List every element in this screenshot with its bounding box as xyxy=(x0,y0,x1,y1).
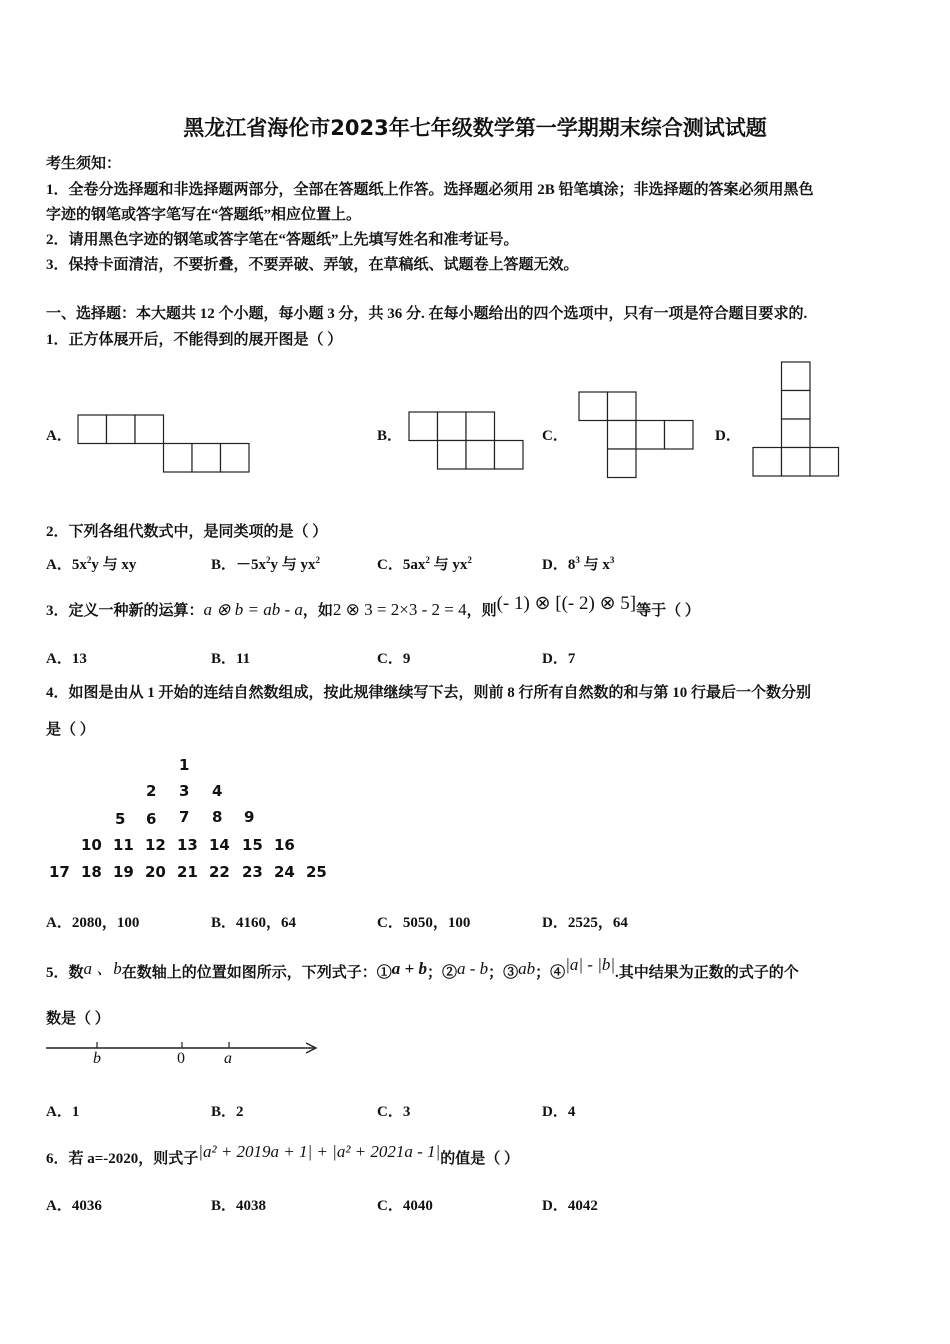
q3-stem: 3．定义一种新的运算：a ⊗ b = ab - a，如2 ⊗ 3 = 2×3 - 2 = 4，则(- 1) ⊗ [(- 2) ⊗ 5]等于（ ） xyxy=(46,593,700,619)
q3-option-b: B．11 xyxy=(211,651,251,667)
q2-option-c: C．$5ax^2$ 与 $yx^2$ xyxy=(377,555,472,573)
q1-net-c xyxy=(579,392,693,478)
q6-option-a: A．4036 xyxy=(46,1198,102,1214)
q6-stem: 6．若 a=-2020，则式子|a² + 2019a + 1| + |a² + 2021a - 1|的值是（ ） xyxy=(46,1142,519,1167)
triangle-number: 19 xyxy=(113,863,134,881)
q4-option-d: D．2525，64 xyxy=(542,915,628,931)
triangle-number: 9 xyxy=(244,808,255,826)
section-heading: 一、选择题：本大题共 12 个小题，每小题 3 分，共 36 分. 在每小题给出的四个选项中，只有一项是符合题目要求的. xyxy=(46,306,808,322)
q6-option-d: D．4042 xyxy=(542,1198,598,1214)
q5-expr-2: a - b xyxy=(456,959,489,978)
q6-option-c: C．4040 xyxy=(377,1198,433,1214)
triangle-number: 11 xyxy=(113,836,134,854)
q2-option-d: D．$8^3$ 与 $x^3$ xyxy=(542,555,615,573)
q5-expr-4: |a| - |b| xyxy=(565,955,616,974)
q1-stem: 1．正方体展开后，不能得到的展开图是（ ） xyxy=(46,332,343,348)
triangle-number: 1 xyxy=(179,756,190,774)
q3-definition: a ⊗ b = ab - a xyxy=(203,600,303,619)
q6-option-b: B．4038 xyxy=(211,1198,267,1214)
triangle-number: 24 xyxy=(274,863,295,881)
triangle-number: 14 xyxy=(209,836,230,854)
q5-option-a: A．1 xyxy=(46,1104,80,1120)
q5-option-d: D．4 xyxy=(542,1104,576,1120)
axis-label-b: b xyxy=(93,1050,101,1067)
q5-expr-1: a + b xyxy=(391,959,427,978)
triangle-number: 5 xyxy=(115,810,126,828)
triangle-number: 4 xyxy=(212,782,223,800)
q2-option-b: B．$-5x^2y$ 与 $yx^2$ xyxy=(211,555,321,573)
triangle-number: 16 xyxy=(274,836,295,854)
triangle-number: 7 xyxy=(179,808,190,826)
notice-line-1b: 字迹的钢笔或答字笔写在“答题纸”相应位置上。 xyxy=(46,207,362,223)
triangle-number: 13 xyxy=(177,836,198,854)
q3-example: 2 ⊗ 3 = 2×3 - 2 = 4 xyxy=(332,600,467,619)
q2-option-a: A．$5x^2y$ 与 xy xyxy=(46,555,137,573)
q1-net-d xyxy=(753,362,839,476)
q3-option-c: C．9 xyxy=(377,651,411,667)
q5-expr-3: ab xyxy=(518,959,536,978)
q5-option-b: B．2 xyxy=(211,1104,244,1120)
page-title: 黑龙江省海伦市2023年七年级数学第一学期期末综合测试试题 xyxy=(183,116,767,140)
triangle-number: 8 xyxy=(212,808,223,826)
q5-option-c: C．3 xyxy=(377,1104,411,1120)
q1-option-b-label: B． xyxy=(377,428,403,444)
notice-line-3: 3．保持卡面清洁，不要折叠，不要弄破、弄皱，在草稿纸、试题卷上答题无效。 xyxy=(46,257,579,273)
notice-line-1: 1．全卷分选择题和非选择题两部分，全部在答题纸上作答。选择题必须用 2B 铅笔填涂；非选择题的答案必须用黑色 xyxy=(46,182,814,198)
q2-stem: 2．下列各组代数式中，是同类项的是（ ） xyxy=(46,524,328,540)
triangle-number: 23 xyxy=(242,863,263,881)
axis-label-a: a xyxy=(224,1050,232,1067)
notice-line-2: 2．请用黑色字迹的钢笔或答字笔在“答题纸”上先填写姓名和准考证号。 xyxy=(46,232,519,248)
q5-vars: a 、b xyxy=(83,959,122,978)
triangle-number: 20 xyxy=(145,863,166,881)
q1-option-d-label: D． xyxy=(715,428,741,444)
q3-expression: (- 1) ⊗ [(- 2) ⊗ 5] xyxy=(496,593,637,614)
q5-stem-2: 数是（ ） xyxy=(46,1011,110,1027)
triangle-number: 18 xyxy=(81,863,102,881)
triangle-number: 2 xyxy=(146,782,157,800)
triangle-number: 21 xyxy=(177,863,198,881)
triangle-number: 25 xyxy=(306,863,327,881)
q4-option-b: B．4160，64 xyxy=(211,915,297,931)
q3-option-d: D．7 xyxy=(542,651,576,667)
triangle-number: 6 xyxy=(146,810,157,828)
q3-option-a: A．13 xyxy=(46,651,87,667)
q5-stem: 5．数a 、b在数轴上的位置如图所示，下列式子：①a + b；②a - b；③ab；④|a| - |b|.其中结果为正数的式子的个 xyxy=(46,955,799,981)
notice-heading: 考生须知： xyxy=(46,156,122,172)
triangle-number: 12 xyxy=(145,836,166,854)
q1-option-c-label: C． xyxy=(542,428,568,444)
q4-option-a: A．2080，100 xyxy=(46,915,140,931)
triangle-number: 22 xyxy=(209,863,230,881)
q4-option-c: C．5050，100 xyxy=(377,915,471,931)
q4-stem: 4．如图是由从 1 开始的连结自然数组成，按此规律继续写下去，则前 8 行所有自然数的和与第 10 行最后一个数分别 xyxy=(46,685,812,701)
triangle-number: 3 xyxy=(179,782,190,800)
q4-stem-2: 是（ ） xyxy=(46,722,95,738)
triangle-number: 17 xyxy=(49,863,70,881)
q1-net-a xyxy=(78,415,250,473)
q1-option-a-label: A． xyxy=(46,428,72,444)
q1-net-b xyxy=(409,412,523,470)
triangle-number: 15 xyxy=(242,836,263,854)
axis-label-zero: 0 xyxy=(177,1050,185,1067)
q6-expression: |a² + 2019a + 1| + |a² + 2021a - 1| xyxy=(198,1142,441,1161)
triangle-number: 10 xyxy=(81,836,102,854)
